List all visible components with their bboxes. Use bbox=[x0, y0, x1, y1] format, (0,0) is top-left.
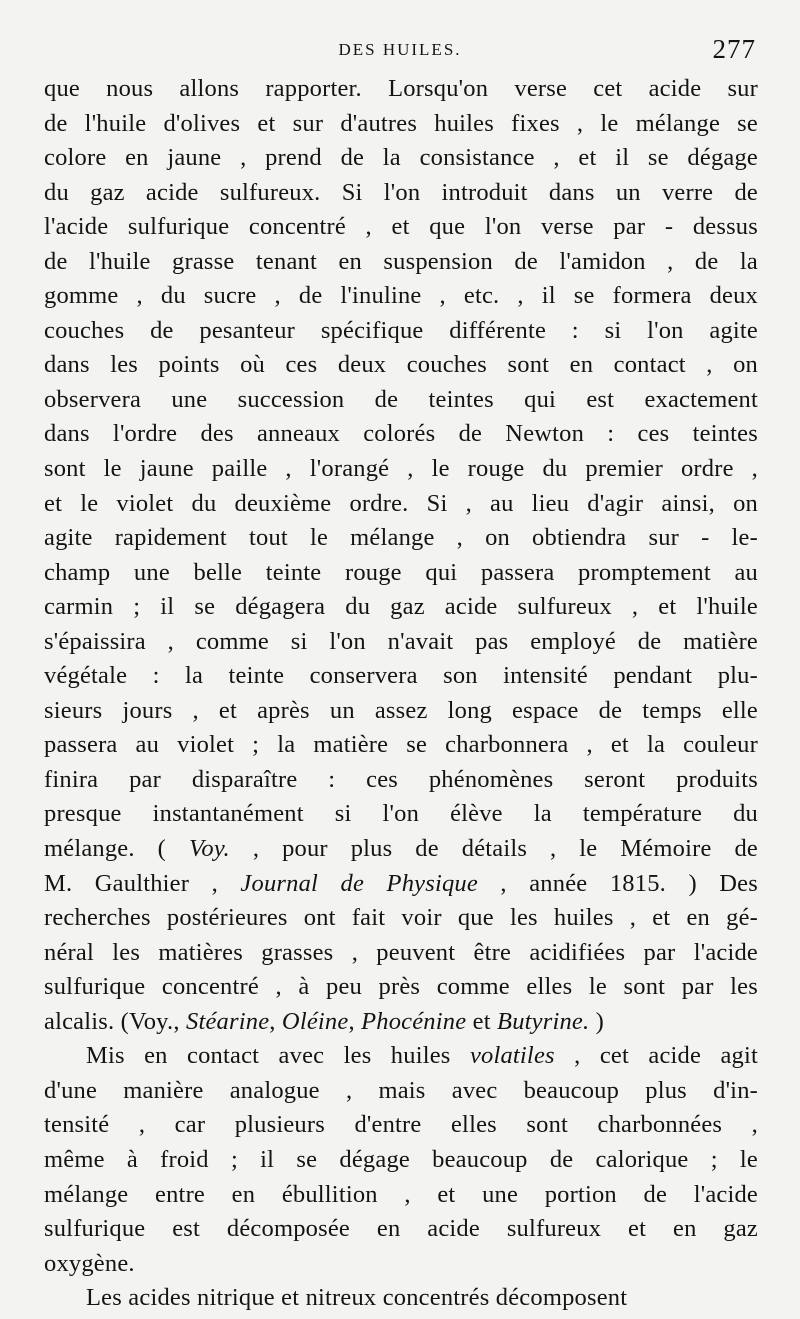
text-line bbox=[44, 383, 758, 418]
text-segment: sulfurique concentré , à peu près comme elles le sont par les bbox=[44, 973, 758, 1001]
italic-text: Voy. bbox=[188, 835, 230, 863]
text-line bbox=[44, 245, 758, 280]
text-line bbox=[44, 314, 758, 349]
text-line bbox=[44, 797, 758, 832]
body-text bbox=[44, 72, 758, 1316]
text-segment: dans l'ordre des anneaux colorés de Newton : ces teintes bbox=[44, 420, 758, 448]
text-line bbox=[44, 694, 758, 729]
italic-text: Butyrine. bbox=[497, 1007, 590, 1035]
text-line bbox=[44, 417, 758, 452]
text-segment: Mis en contact avec les huiles bbox=[86, 1042, 470, 1070]
text-line bbox=[44, 521, 758, 556]
text-line bbox=[44, 1212, 758, 1247]
text-line bbox=[44, 1005, 758, 1040]
text-line bbox=[44, 452, 758, 487]
text-line bbox=[44, 279, 758, 314]
text-segment: , cet acide agit bbox=[554, 1042, 758, 1070]
text-line bbox=[44, 348, 758, 383]
text-segment: observera une succession de teintes qui est exactement bbox=[44, 385, 758, 413]
italic-text: Oléine bbox=[281, 1007, 349, 1035]
text-segment: et le violet du deuxième ordre. Si , au lieu d'agir ainsi, on bbox=[44, 489, 758, 517]
text-segment: du gaz acide sulfureux. Si l'on introduit dans un verre de bbox=[44, 178, 758, 206]
text-segment: colore en jaune , prend de la consistance , et il se dégage bbox=[44, 144, 758, 172]
text-segment: de l'huile grasse tenant en suspension de l'amidon , de la bbox=[44, 247, 758, 275]
text-line bbox=[44, 590, 758, 625]
text-segment: même à froid ; il se dégage beaucoup de calorique ; le bbox=[44, 1145, 758, 1173]
italic-text: Stéarine bbox=[186, 1007, 270, 1035]
running-title: DES HUILES. bbox=[338, 40, 462, 59]
text-segment: , pour plus de détails , le Mémoire de bbox=[229, 835, 758, 863]
text-segment: presque instantanément si l'on élève la température du bbox=[44, 800, 758, 828]
text-line bbox=[44, 141, 758, 176]
text-line bbox=[44, 659, 758, 694]
text-segment: passera au violet ; la matière se charbonnera , et la couleur bbox=[44, 731, 758, 759]
text-segment: dans les points où ces deux couches sont en contact , on bbox=[44, 351, 758, 379]
text-line bbox=[44, 72, 758, 107]
italic-text: Journal de Physique bbox=[240, 869, 478, 897]
text-segment: , bbox=[269, 1007, 282, 1035]
text-line bbox=[44, 1247, 758, 1282]
text-line bbox=[44, 1178, 758, 1213]
text-segment: carmin ; il se dégagera du gaz acide sulfureux , et l'huile bbox=[44, 593, 758, 621]
text-line bbox=[44, 763, 758, 798]
text-line bbox=[44, 1143, 758, 1178]
text-line bbox=[44, 728, 758, 763]
text-segment: végétale : la teinte conservera son intensité pendant plu- bbox=[44, 662, 758, 690]
text-segment: ) bbox=[589, 1007, 605, 1035]
text-line bbox=[44, 1108, 758, 1143]
text-line bbox=[44, 625, 758, 660]
text-segment: sont le jaune paille , l'orangé , le rouge du premier ordre , bbox=[44, 455, 758, 483]
text-segment: s'épaissira , comme si l'on n'avait pas employé de matière bbox=[44, 627, 758, 655]
text-line bbox=[44, 970, 758, 1005]
text-segment: que nous allons rapporter. Lorsqu'on verse cet acide sur bbox=[44, 75, 758, 102]
text-line bbox=[44, 107, 758, 142]
text-line bbox=[44, 1074, 758, 1109]
text-segment: néral les matières grasses , peuvent être acidifiées par l'acide bbox=[44, 938, 758, 966]
text-line bbox=[44, 901, 758, 936]
text-segment: mélange. ( bbox=[44, 835, 189, 863]
text-line bbox=[44, 867, 758, 902]
text-segment: oxygène. bbox=[44, 1249, 135, 1277]
text-line bbox=[44, 1281, 758, 1316]
text-segment: tensité , car plusieurs d'entre elles sont charbonnées , bbox=[44, 1111, 758, 1139]
text-segment: Les acides nitrique et nitreux concentrés décomposent bbox=[86, 1284, 628, 1312]
text-line bbox=[44, 487, 758, 522]
text-segment: sulfurique est décomposée en acide sulfureux et en gaz bbox=[44, 1215, 758, 1243]
text-segment: , bbox=[348, 1007, 362, 1035]
text-line bbox=[44, 556, 758, 591]
text-segment: l'acide sulfurique concentré , et que l'on verse par - dessus bbox=[44, 213, 758, 241]
text-segment: M. Gaulthier , bbox=[44, 869, 241, 897]
text-line bbox=[44, 936, 758, 971]
text-line bbox=[44, 1039, 758, 1074]
text-segment: recherches postérieures ont fait voir que les huiles , et en gé- bbox=[44, 904, 758, 932]
text-segment: alcalis. (Voy., bbox=[44, 1007, 187, 1035]
page-number: 277 bbox=[712, 34, 756, 64]
text-line bbox=[44, 832, 758, 867]
text-segment: de l'huile d'olives et sur d'autres huiles fixes , le mélange se bbox=[44, 109, 758, 137]
text-segment: champ une belle teinte rouge qui passera promptement au bbox=[44, 558, 758, 586]
text-segment: et bbox=[466, 1007, 498, 1035]
text-segment: , année 1815. ) Des bbox=[477, 869, 758, 897]
italic-text: volatiles bbox=[469, 1042, 555, 1070]
text-segment: couches de pesanteur spécifique différente : si l'on agite bbox=[44, 316, 758, 344]
text-segment: d'une manière analogue , mais avec beaucoup plus d'in- bbox=[44, 1076, 758, 1104]
text-segment: mélange entre en ébullition , et une portion de l'acide bbox=[44, 1180, 758, 1208]
text-segment: sieurs jours , et après un assez long espace de temps elle bbox=[44, 696, 758, 724]
text-segment: gomme , du sucre , de l'inuline , etc. , il se formera deux bbox=[44, 282, 758, 310]
running-head bbox=[44, 34, 756, 74]
text-segment: finira par disparaître : ces phénomènes seront produits bbox=[44, 765, 758, 793]
italic-text: Phocénine bbox=[361, 1007, 467, 1035]
text-line bbox=[44, 210, 758, 245]
text-line bbox=[44, 176, 758, 211]
text-segment: agite rapidement tout le mélange , on obtiendra sur - le- bbox=[44, 524, 758, 552]
